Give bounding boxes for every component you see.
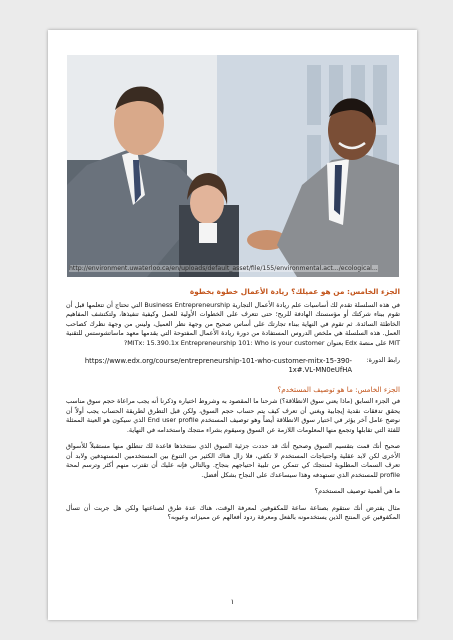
page-number: ١ — [230, 598, 235, 606]
section-5-paragraph: في هذه السلسلة تقدم لك أساسيات علم ريادة الأعمال التجارية Business Entrepreneurship التي تحتاج أن تتعلمها قبل أن تقوم ببناء شركتك أو مؤسستك الهادفة للربح؛ حتى تتعرف على الخطوات الأولية للعمل وكيفية تنفيذها، ولتكتشف المفاهيم الخاطئة السائدة. ثم تقوم في النهاية ببناء تجارتك على أساس صحيح من وجهة نظر العميل، وليس من وجهة نظرك كصاحب العمل. هذه السلسلة هي ملخص الدروس المستفادة من دورة ريادة الأعمال المفتوحة التي يقدمها معهد ماساتشوستس للتقنية MIT على منصة Edx بعنوان MITx: 15.390.1x Entrepreneurship 101: Who is your customer? — [66, 300, 400, 347]
photo-source-url: http://environment.uwaterloo.ca/en/uploads/default_asset/file/155/environmental.act.../ecological... — [69, 265, 378, 272]
section-5-heading: الجزء الخامس: من هو عميلك؟ ريادة الأعمال خطوة بخطوة — [189, 287, 400, 296]
course-link-label: رابط الدورة: — [366, 356, 400, 364]
section-segment-heading: الجزء الخامس: ما هو توصيف المستخدم؟ — [277, 384, 400, 394]
section-segment-paragraph-1: في الجزء السابق (ماذا يعني سوق الانطلاقة؟) شرحنا ما المقصود به وشروط اختياره وذكرنا أنه يجب مراعاة حجم سوق مناسب يحقق تدفقات نقدية إيجابية ويغني أن تعرف كيف يتم حساب حجم السوق، ولكن قبل التطرق لطريقة الحساب يجب أولاً أن نوضح عامل آخر يؤثر في اختيار سوق الانطلاقة أيضاً وهو توصيف المستخدم End user profile الذي سيكون هو العينة الممثلة للفئة التي تقابلها وتجمع منها المعلومات اللازمة عن السوق وسيقوم بشراء منتجك واستخدامه في النهاية. — [66, 397, 400, 434]
section-segment-paragraph-3: مثال يفترض أنك ستقوم بصناعة ساعة للمكفوفين لمعرفة الوقت، هناك عدة طرق لصناعتها ولكن هل جربت أن تسأل المكفوفين عن المنتج الذين يستخدمونه بالفعل ومعرفة ردود أفعالهم عن مميزاته وعيوبه؟ — [66, 503, 400, 521]
course-link-url[interactable]: https://www.edx.org/course/entrepreneurship-101-who-customer-mitx-15-390-1x#.VL-MN0eUfHA — [84, 356, 352, 374]
section-segment-question: ما هي أهمية توصيف المستخدم؟ — [314, 487, 400, 495]
document-page — [48, 30, 417, 620]
business-handshake-photo — [67, 55, 399, 277]
section-5-block — [66, 287, 400, 523]
photo-illustration — [67, 55, 399, 277]
section-segment-paragraph-2: صحيح أنك قمت بتقسيم السوق وصحيح أنك قد حددت جزئية السوق الذي ستتخذها قاعدة لك تنطلق منها مستقبلاً للأسواق الأخرى لكن لابد عقلية واحتياجات المستخدم لا تكفي، فلا زال هناك الكثير من التنوع بين المستخدمين المستهدفين ولابد أن تعرف السمات المطلوبة لمنتجك كي تتمكن من تلبية احتياجهم بنجاح. وبالتالي فإنه عليك أن تقترب منهم أكثر وترسم لمحة profile للمستخدم الذي تستهدفه وهذا سيساعدك على النجاح بشكل أفضل. — [66, 442, 400, 479]
